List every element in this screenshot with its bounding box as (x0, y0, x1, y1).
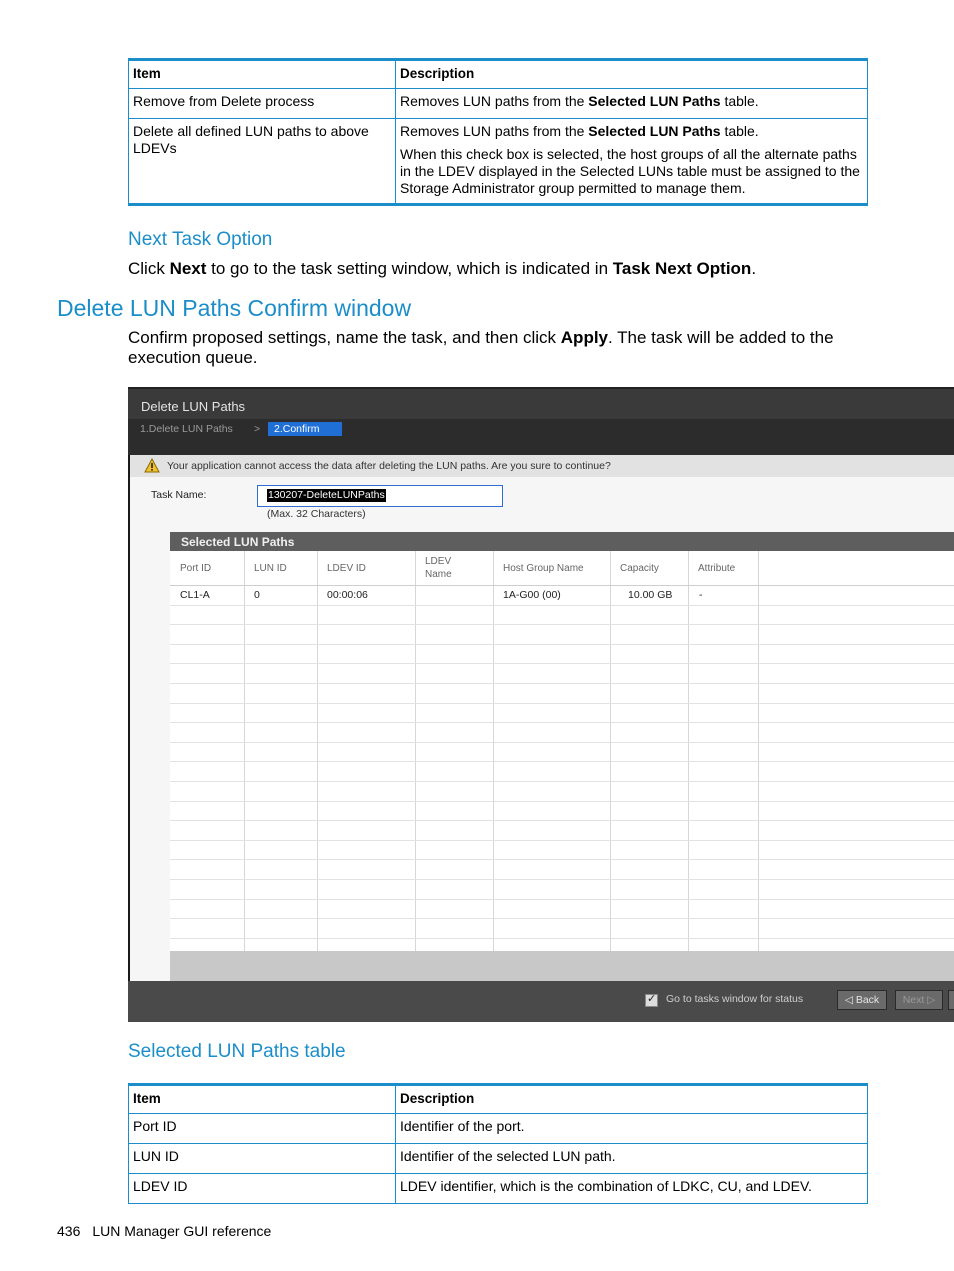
column-header-port-id[interactable]: Port ID (180, 563, 212, 574)
cell-lun-id: 0 (254, 589, 260, 601)
table-cell-description: Identifier of the selected LUN path. (396, 1144, 868, 1174)
cell-ldev-id: 00:00:06 (327, 589, 368, 601)
window-content (130, 455, 954, 981)
table-cell-item: Port ID (129, 1114, 396, 1144)
go-to-tasks-checkbox[interactable] (645, 994, 658, 1007)
next-task-option-text: Click Next to go to the task setting window, which is indicated in Task Next Option. (128, 259, 757, 278)
selected-lun-paths-table-heading: Selected LUN Paths table (128, 1041, 346, 1062)
table-row (129, 119, 868, 205)
table-row (129, 89, 868, 119)
item-description-table-1 (128, 58, 868, 206)
cell-port-id: CL1-A (180, 589, 210, 601)
table-row (129, 1144, 868, 1174)
selected-lun-paths-title: Selected LUN Paths (181, 535, 295, 549)
next-button[interactable]: Next ▷ (895, 990, 943, 1010)
grid-lines (170, 551, 954, 951)
table-cell-description: Removes LUN paths from the Selected LUN Paths table. (396, 89, 868, 119)
step-delete-lun-paths[interactable]: 1.Delete LUN Paths (140, 423, 233, 435)
table-cell-description: Removes LUN paths from the Selected LUN Paths table. When this check box is selected, the host groups of all the alternate paths in the LDEV displayed in the Selected LUNs table must be assigned to the Storage Administrator group permitted to manage them. (396, 119, 868, 205)
go-to-tasks-label: Go to tasks window for status (666, 993, 804, 1005)
wizard-steps (128, 419, 954, 455)
table-header-item: Item (129, 1085, 396, 1114)
apply-button-edge[interactable] (948, 990, 954, 1010)
section-intro-text: Confirm proposed settings, name the task, and then click Apply. The task will be added to the execution queue. (128, 328, 834, 367)
page-footer-title: LUN Manager GUI reference (92, 1223, 272, 1239)
column-header-lun-id[interactable]: LUN ID (254, 563, 287, 574)
warning-icon (144, 458, 160, 473)
table-cell-item: LUN ID (129, 1144, 396, 1174)
page-number: 436 (57, 1223, 81, 1239)
warning-bar (130, 455, 954, 477)
column-header-attribute[interactable]: Attribute (698, 563, 736, 574)
table-header-item: Item (129, 60, 396, 89)
delete-lun-paths-window-screenshot (128, 387, 954, 1022)
task-name-input[interactable] (257, 485, 503, 507)
table-header-description: Description (396, 60, 868, 89)
warning-text: Your application cannot access the data after deleting the LUN paths. Are you sure to continue? (167, 460, 611, 472)
selected-lun-paths-panel (170, 532, 954, 981)
item-description-table-2 (128, 1083, 868, 1204)
cell-host-group-name: 1A-G00 (00) (503, 589, 561, 601)
column-header-ldev-id[interactable]: LDEV ID (327, 563, 366, 574)
table-row (129, 1114, 868, 1144)
cell-capacity: 10.00 GB (628, 589, 673, 601)
step-confirm[interactable]: 2.Confirm (268, 422, 342, 436)
window-title: Delete LUN Paths (141, 399, 246, 414)
table-header-description: Description (396, 1085, 868, 1114)
page-footer (57, 1223, 271, 1239)
table-cell-description: LDEV identifier, which is the combination of LDKC, CU, and LDEV. (396, 1174, 868, 1204)
table-cell-note: When this check box is selected, the host groups of all the alternate paths in the LDEV displayed in the Selected LUNs table must be assigned to the Storage Administrator group permitted to manage them. (400, 146, 860, 196)
section-heading: Delete LUN Paths Confirm window (57, 295, 412, 321)
window-titlebar (128, 387, 954, 421)
table-cell-item: LDEV ID (129, 1174, 396, 1204)
task-name-label: Task Name: (151, 489, 207, 501)
task-name-max-chars: (Max. 32 Characters) (267, 508, 366, 520)
selected-lun-paths-header (170, 532, 954, 551)
lun-paths-grid (170, 551, 954, 951)
next-task-option-heading: Next Task Option (128, 229, 273, 250)
table-cell-item: Remove from Delete process (129, 89, 396, 119)
back-button[interactable]: ◁ Back (837, 990, 887, 1010)
column-header-capacity[interactable]: Capacity (620, 563, 659, 574)
table-cell-description: Identifier of the port. (396, 1114, 868, 1144)
window-footer (128, 981, 954, 1022)
step-arrow: > (254, 423, 261, 435)
table-cell-item: Delete all defined LUN paths to above LDEVs (129, 119, 396, 205)
grid-bottom-bar (170, 951, 954, 981)
column-header-ldev-name[interactable]: LDEV Name (425, 556, 452, 580)
cell-attribute: - (699, 589, 703, 601)
column-header-host-group-name[interactable]: Host Group Name (503, 563, 584, 574)
task-name-value: 130207-DeleteLUNPaths (268, 489, 385, 501)
table-row (129, 1174, 868, 1204)
